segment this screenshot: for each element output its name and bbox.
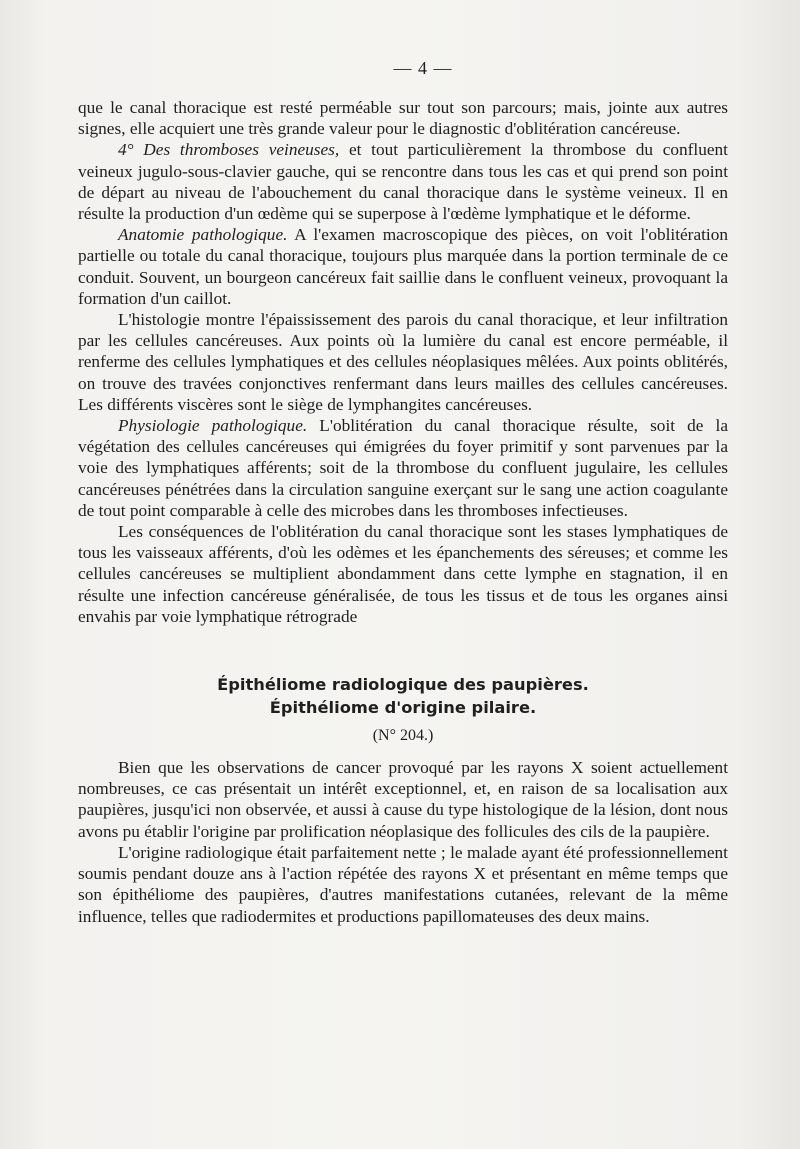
paragraph-1 [78,97,728,139]
paragraph-lead: Anatomie pathologique. [118,225,288,245]
paragraph-text: L'histologie montre l'épaississement des parois du canal thoracique, et leur infiltration par les cellules cancéreuses. Aux points où la lumière du canal est encore perméable, il renferme des cellules lymphatiques et des cellules néoplasiques mêlées. Aux points oblitérés, on trouve des travées conjonctives renfermant dans leurs mailles des cellules cancéreuses. Les différents viscères sont le siège de lymphangites cancéreuses. [78,310,728,414]
paragraph-text: A l'examen macroscopique des pièces, on voit l'oblitération partielle ou totale du canal thoracique, toujours plus marquée dans la portion terminale de ce conduit. Souvent, un bourgeon cancéreux fait saillie dans le confluent veineux, provoquant la formation d'un caillot. [78,225,728,308]
paragraph-text: L'oblitération du canal thoracique résulte, soit de la végétation des cellules cancéreuses qui émigrées du foyer primitif y sont parvenues par la voie des lymphatiques afférents; soit de la thrombose du confluent jugulaire, les cellules cancéreuses pénétrées dans la circulation sanguine exerçant sur le sang une action coagulante de tout point comparable à celle des microbes dans les thromboses infectieuses. [78,416,728,520]
paragraph-4 [78,309,728,415]
section-subtitle: Épithéliome d'origine pilaire. [269,698,537,718]
paragraph-text: Bien que les observations de cancer provoqué par les rayons X soient actuellement nombreuses, ce cas présentait un intérêt exceptionnel, et, en raison de sa localisation aux paupières, jusqu'ici non observée, et aussi à cause du type histologique de la lésion, dont nous avons pu établir l'origine par prolification néoplasique des follicules des cils de la paupière. [78,758,728,841]
paragraph-7 [78,757,728,842]
section-title: Épithéliome radiologique des paupières. [217,675,589,695]
page-number: — 4 — [393,58,453,78]
body-text-bottom [78,757,728,927]
paragraph-lead: Physiologie pathologique. [118,416,308,436]
observation-number: (N° 204.) [372,727,434,745]
paragraph-text: L'origine radiologique était parfaitement nette ; le malade ayant été professionnellement soumis pendant douze ans à l'action répétée des rayons X et présentant en même temps que son épithéliome des paupières, d'autres manifestations cutanées, relevant de la même influence, telles que radiodermites et productions papillomateuses des deux mains. [78,842,728,926]
paragraph-8 [78,842,728,927]
paragraph-text: et tout particulièrement la thrombose du confluent veineux jugulo-sous-clavier gauche, qui se rencontre dans tous les cas et qui prend son point de départ au niveau de l'abouchement du canal thoracique dans le système veineux. Il en résulte la production d'un œdème qui se superpose à l'œdème lymphatique et le déforme. [78,140,728,224]
paragraph-3 [78,224,728,309]
paragraph-lead: 4° Des thromboses veineuses, [118,140,340,160]
paragraph-5 [78,415,728,521]
paragraph-text: Les conséquences de l'oblitération du canal thoracique sont les stases lymphatiques de tous les vaisseaux afférents, d'où les odèmes et les épanchements des séreuses; et comme les cellules cancéreuses se multiplient abondamment dans cette lymphe en stagnation, il en résulte une infection cancéreuse généralisée, de tous les tissus et de tous les organes ainsi envahis par voie lymphatique rétrograde [78,522,728,626]
paragraph-6 [78,521,728,627]
paragraph-2 [78,139,728,224]
paragraph-text: que le canal thoracique est resté perméable sur tout son parcours; mais, jointe aux autres signes, elle acquiert une très grande valeur pour le diagnostic d'oblitération cancéreuse. [78,98,728,139]
body-text-top [78,97,728,627]
